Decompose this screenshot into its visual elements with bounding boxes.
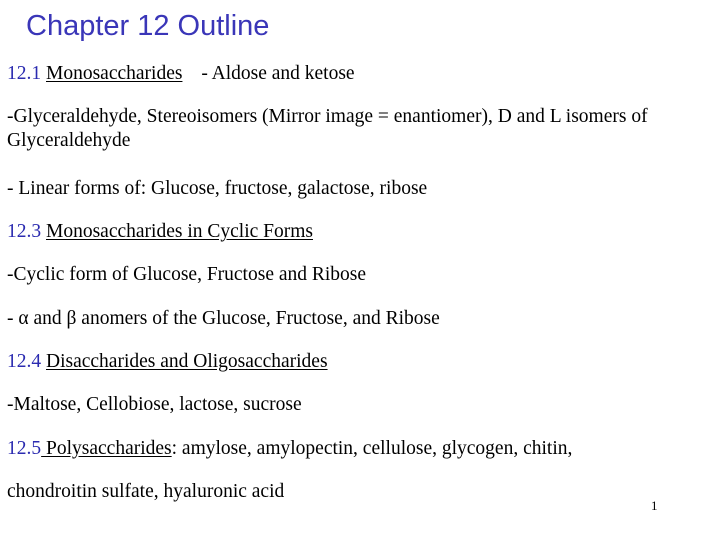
bullet-cyclic-forms: -Cyclic form of Glucose, Fructose and Ribose xyxy=(7,264,367,285)
section-subtitle: : amylose, amylopectin, cellulose, glycogen, chitin, xyxy=(171,438,573,459)
bullet-anomers: - α and β anomers of the Glucose, Fructose, and Ribose xyxy=(7,308,440,329)
section-number: 12.5 xyxy=(7,438,42,459)
section-heading: Monosaccharides xyxy=(46,63,183,84)
section-12-3 xyxy=(7,220,313,244)
section-12-1 xyxy=(7,62,355,86)
section-number: 12.3 xyxy=(7,221,42,242)
section-number: 12.1 xyxy=(7,63,42,84)
slide-title: Chapter 12 Outline xyxy=(26,10,270,42)
section-number: 12.4 xyxy=(7,351,42,372)
bullet-disaccharides: -Maltose, Cellobiose, lactose, sucrose xyxy=(7,394,302,415)
bullet-polysaccharides-cont: chondroitin sulfate, hyaluronic acid xyxy=(7,481,285,502)
section-heading: Monosaccharides in Cyclic Forms xyxy=(46,221,313,242)
section-12-5 xyxy=(7,437,572,461)
bullet-linear-forms: - Linear forms of: Glucose, fructose, galactose, ribose xyxy=(7,178,428,199)
section-heading: Disaccharides and Oligosaccharides xyxy=(46,351,328,372)
section-subtitle: - Aldose and ketose xyxy=(201,63,355,84)
page-number: 1 xyxy=(651,498,658,513)
section-12-4 xyxy=(7,350,328,374)
section-heading: Polysaccharides xyxy=(41,438,172,459)
bullet-glyceraldehyde: -Glyceraldehyde, Stereoisomers (Mirror image = enantiomer), D and L isomers of Glyceraldehyde xyxy=(7,106,648,151)
